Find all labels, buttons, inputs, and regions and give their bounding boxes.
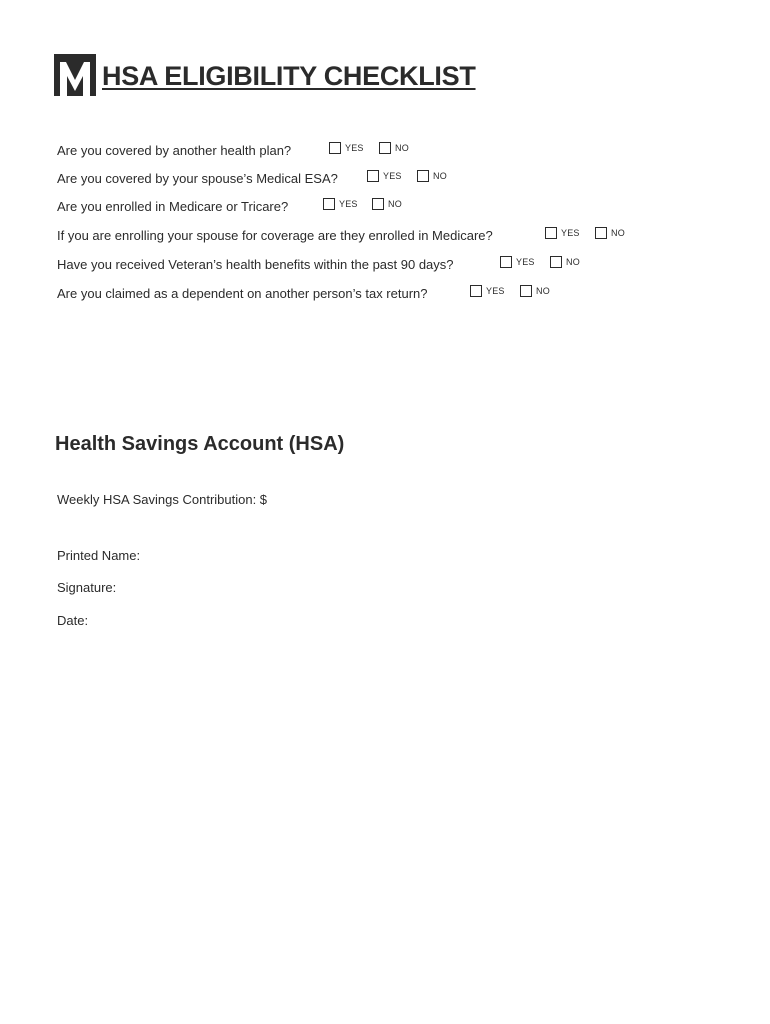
no-checkbox[interactable] xyxy=(520,285,532,297)
yes-label: YES xyxy=(486,286,505,296)
yes-option[interactable] xyxy=(500,256,535,268)
yes-label: YES xyxy=(339,199,358,209)
question-row xyxy=(57,141,417,159)
question-row xyxy=(57,226,637,244)
question-row xyxy=(57,255,597,273)
yes-checkbox[interactable] xyxy=(367,170,379,182)
yes-option[interactable] xyxy=(329,142,364,154)
date-field[interactable] xyxy=(57,613,88,628)
yes-label: YES xyxy=(516,257,535,267)
no-label: NO xyxy=(388,199,402,209)
no-checkbox[interactable] xyxy=(595,227,607,239)
yes-checkbox[interactable] xyxy=(500,256,512,268)
question-text: Have you received Veteran’s health benefits within the past 90 days? xyxy=(57,256,454,272)
yes-label: YES xyxy=(345,143,364,153)
printed-name-field[interactable] xyxy=(57,548,140,563)
question-row xyxy=(57,284,567,302)
question-text: Are you enrolled in Medicare or Tricare? xyxy=(57,198,289,214)
no-checkbox[interactable] xyxy=(379,142,391,154)
signature-field[interactable] xyxy=(57,580,116,595)
yes-option[interactable] xyxy=(470,285,505,297)
m-logo-icon xyxy=(54,54,96,96)
page-header xyxy=(54,52,476,96)
no-checkbox[interactable] xyxy=(417,170,429,182)
no-label: NO xyxy=(566,257,580,267)
printed-name-label: Printed Name: xyxy=(57,548,141,563)
question-row xyxy=(57,197,417,215)
question-text: Are you claimed as a dependent on another person’s tax return? xyxy=(57,285,428,301)
question-row xyxy=(57,169,457,187)
contribution-label: Weekly HSA Savings Contribution: $ xyxy=(57,492,268,507)
no-option[interactable] xyxy=(372,198,402,210)
yes-checkbox[interactable] xyxy=(545,227,557,239)
question-text: If you are enrolling your spouse for coverage are they enrolled in Medicare? xyxy=(57,227,493,243)
yes-label: YES xyxy=(383,171,402,181)
yes-option[interactable] xyxy=(545,227,580,239)
question-text: Are you covered by your spouse’s Medical ESA? xyxy=(57,170,338,186)
yes-checkbox[interactable] xyxy=(470,285,482,297)
question-text: Are you covered by another health plan? xyxy=(57,142,292,158)
no-option[interactable] xyxy=(520,285,550,297)
yes-checkbox[interactable] xyxy=(329,142,341,154)
no-option[interactable] xyxy=(595,227,625,239)
no-label: NO xyxy=(433,171,447,181)
date-label: Date: xyxy=(57,613,89,628)
signature-label: Signature: xyxy=(57,580,117,595)
no-label: NO xyxy=(395,143,409,153)
no-label: NO xyxy=(611,228,625,238)
yes-option[interactable] xyxy=(323,198,358,210)
no-option[interactable] xyxy=(550,256,580,268)
hsa-section-title: Health Savings Account (HSA) xyxy=(55,433,345,455)
contribution-field[interactable] xyxy=(57,492,267,507)
yes-checkbox[interactable] xyxy=(323,198,335,210)
no-checkbox[interactable] xyxy=(550,256,562,268)
yes-option[interactable] xyxy=(367,170,402,182)
no-option[interactable] xyxy=(417,170,447,182)
no-option[interactable] xyxy=(379,142,409,154)
no-checkbox[interactable] xyxy=(372,198,384,210)
no-label: NO xyxy=(536,286,550,296)
yes-label: YES xyxy=(561,228,580,238)
page-title: HSA ELIGIBILITY CHECKLIST xyxy=(102,61,476,91)
